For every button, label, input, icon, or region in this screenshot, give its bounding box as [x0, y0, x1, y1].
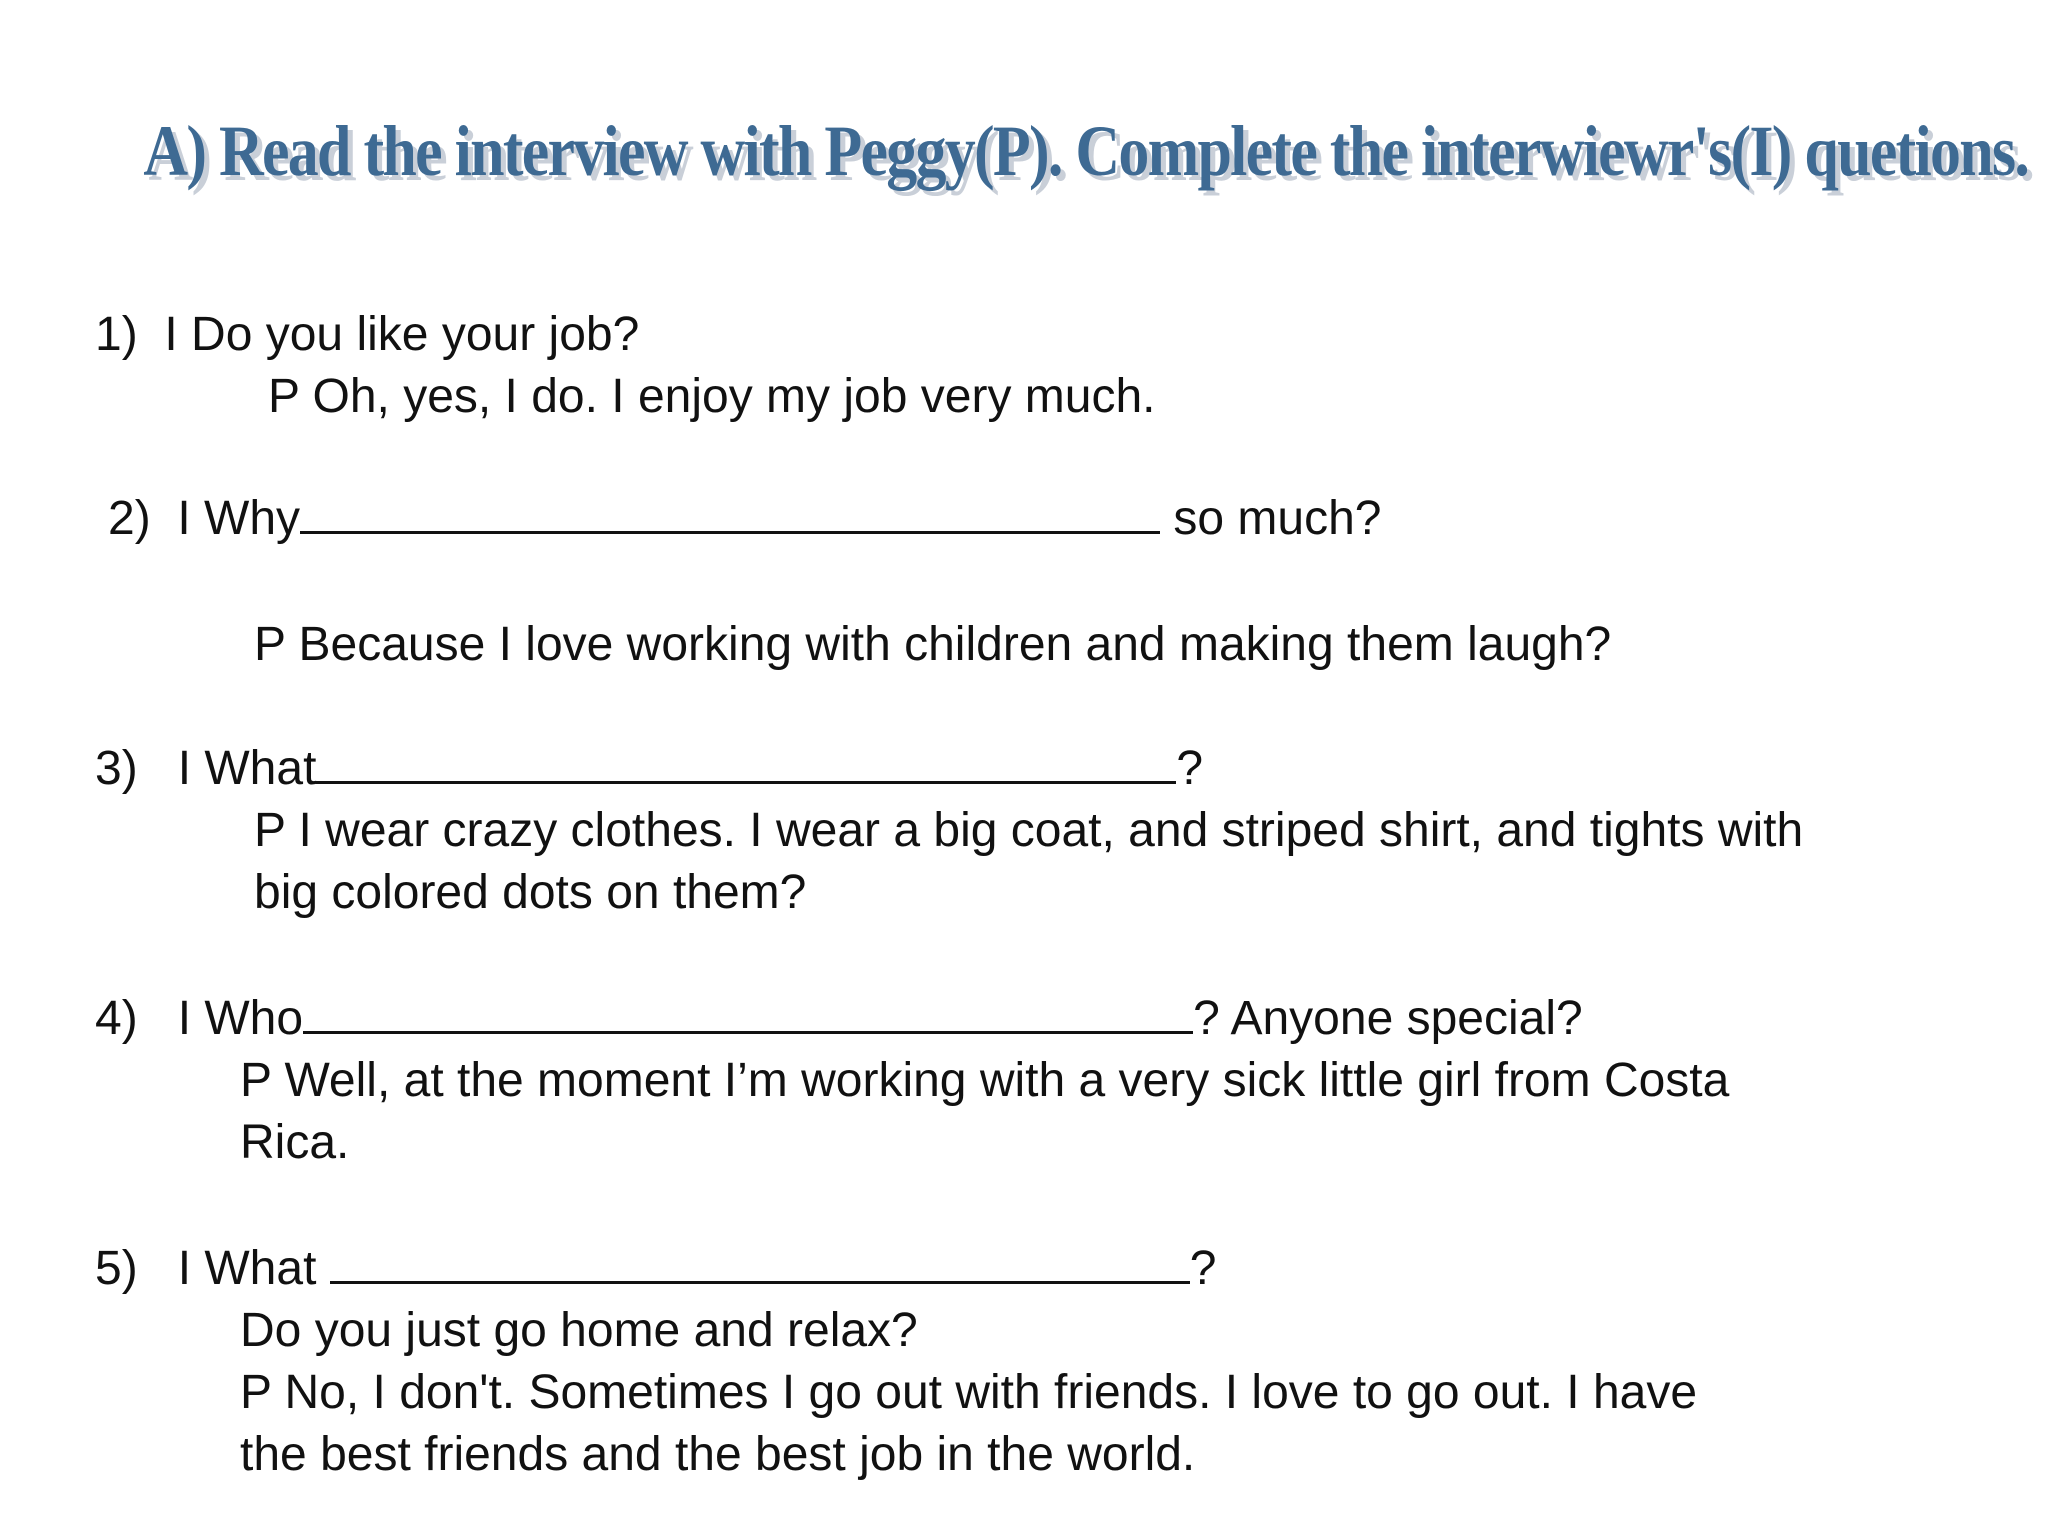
question-text: I Why [177, 492, 301, 545]
answer-1-line-1: P Oh, yes, I do. I enjoy my job very much. [268, 370, 1156, 423]
question-suffix: ? [1189, 1242, 1217, 1295]
question-text: I What [177, 1242, 330, 1295]
answer-4-line-2: Rica. [240, 1116, 350, 1169]
answer-4-line-1: P Well, at the moment I’m working with a very sick little girl from Costa [240, 1054, 1730, 1107]
question-suffix: ? Anyone special? [1193, 992, 1583, 1045]
sub-question-5: Do you just go home and relax? [240, 1304, 918, 1357]
answer-5-line-2: the best friends and the best job in the world. [240, 1428, 1196, 1481]
question-text: I Who [177, 992, 304, 1045]
answer-blank[interactable] [303, 991, 1193, 1034]
question-suffix: so much? [1160, 492, 1382, 545]
question-number: 5) [95, 1242, 138, 1295]
answer-blank[interactable] [300, 491, 1160, 534]
answer-3-line-2: big colored dots on them? [254, 866, 807, 919]
question-number: 1) [95, 308, 138, 361]
question-4 [95, 990, 1583, 1048]
answer-2-line-1: P Because I love working with children and making them laugh? [254, 618, 1612, 671]
question-number: 4) [95, 992, 138, 1045]
question-text: I Do you like your job? [164, 308, 640, 361]
question-text: I What [177, 742, 317, 795]
question-2 [108, 490, 1381, 548]
question-suffix: ? [1176, 742, 1204, 795]
question-number: 3) [95, 742, 138, 795]
question-3 [95, 740, 1203, 798]
answer-blank[interactable] [330, 1241, 1190, 1284]
answer-blank[interactable] [316, 741, 1176, 784]
answer-5-line-1: P No, I don't. Sometimes I go out with friends. I love to go out. I have [240, 1366, 1698, 1419]
worksheet-title: A) Read the interview with Peggy(P). Complete the interwiewr's(I) quetions. [143, 111, 2029, 191]
question-5 [95, 1240, 1216, 1298]
question-number: 2) [108, 492, 151, 545]
question-1 [95, 306, 639, 364]
answer-3-line-1: P I wear crazy clothes. I wear a big coat, and striped shirt, and tights with [254, 804, 1804, 857]
